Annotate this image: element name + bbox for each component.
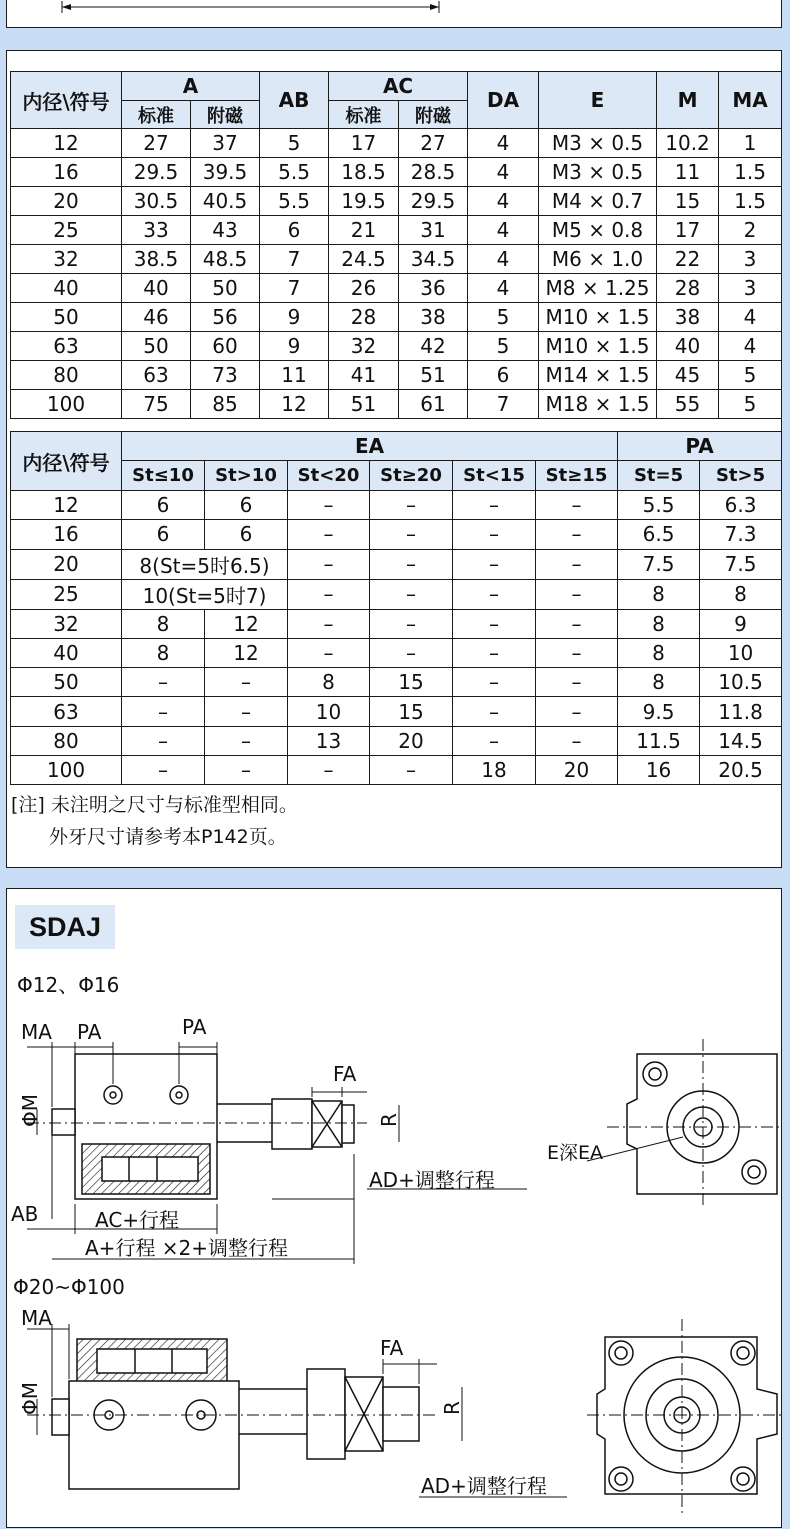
table-cell: 4 (468, 245, 539, 274)
table-cell: 15 (370, 697, 453, 726)
table-cell: 15 (657, 187, 719, 216)
table-cell: – (536, 491, 618, 520)
table-cell: 18 (453, 756, 536, 785)
header-DA: DA (468, 72, 539, 129)
label-FA: FA (333, 1062, 357, 1086)
table-row (11, 520, 782, 549)
table-cell: 6 (205, 520, 288, 549)
label-A-stroke: A+行程 ×2+调整行程 (85, 1236, 289, 1260)
table-cell: 56 (191, 303, 260, 332)
table-cell: – (205, 726, 288, 755)
bore-cell: 25 (11, 216, 122, 245)
bore-cell: 40 (11, 274, 122, 303)
table-cell: 4 (468, 187, 539, 216)
table-cell: 19.5 (329, 187, 399, 216)
table-cell: M3 × 0.5 (539, 158, 657, 187)
table-cell: – (453, 638, 536, 667)
table-cell: – (288, 609, 370, 638)
note-line-2: 外牙尺寸请参考本P142页。 (49, 826, 287, 848)
table-cell: 6 (260, 216, 329, 245)
table-cell: M14 × 1.5 (539, 361, 657, 390)
table-cell: 10 (700, 638, 782, 667)
bore-cell: 100 (11, 756, 122, 785)
table-cell: – (453, 520, 536, 549)
bore-cell: 63 (11, 332, 122, 361)
table-cell: 30.5 (122, 187, 191, 216)
label-AD-stroke-2: AD+调整行程 (421, 1474, 547, 1498)
table-cell: – (288, 549, 370, 579)
table-cell: 7.3 (700, 520, 782, 549)
dimension-tables-panel (6, 50, 782, 868)
table-cell: 7.5 (700, 549, 782, 579)
label-AD-stroke: AD+调整行程 (369, 1168, 495, 1192)
header-A-magnet: 附磁 (191, 101, 260, 129)
table-cell: 5.5 (260, 187, 329, 216)
table-row (11, 668, 782, 697)
table-cell: – (370, 609, 453, 638)
end-view-large (587, 1319, 783, 1514)
table-cell: – (370, 491, 453, 520)
table-cell: 8 (618, 668, 700, 697)
table-cell: 5.5 (260, 158, 329, 187)
table-cell: 27 (399, 129, 468, 158)
table-cell: 3 (719, 245, 782, 274)
table-row (11, 697, 782, 726)
table-cell: 8 (618, 579, 700, 609)
header-sub-5: St≥15 (536, 461, 618, 491)
table-cell: 32 (329, 332, 399, 361)
header-M: M (657, 72, 719, 129)
table-cell: 40 (122, 274, 191, 303)
table-cell: 28 (657, 274, 719, 303)
end-view-small (587, 1039, 783, 1209)
table2-body (11, 491, 782, 785)
table-cell: – (536, 549, 618, 579)
table-cell: – (536, 697, 618, 726)
table-cell: 10(St=5时7) (122, 579, 288, 609)
table-cell: 5 (468, 303, 539, 332)
table-cell: 4 (468, 216, 539, 245)
table-cell: – (536, 609, 618, 638)
label-PA-1: PA (77, 1020, 102, 1044)
bore-cell: 100 (11, 390, 122, 419)
table-row (11, 579, 782, 609)
table-cell: – (453, 668, 536, 697)
label-AC-stroke: AC+行程 (95, 1208, 180, 1232)
table-cell: 8 (122, 609, 205, 638)
top-dimension-line (7, 0, 783, 29)
table-cell: 55 (657, 390, 719, 419)
label-AB: AB (11, 1202, 39, 1226)
label-PhiM: ΦM (18, 1094, 42, 1127)
table-cell: 7 (260, 274, 329, 303)
table-cell: 41 (329, 361, 399, 390)
bore-cell: 12 (11, 129, 122, 158)
table-row (11, 549, 782, 579)
table-cell: – (453, 609, 536, 638)
table-row (11, 726, 782, 755)
label-E-depth: E深EA (547, 1142, 604, 1164)
table-cell: – (370, 549, 453, 579)
table-cell: 6 (205, 491, 288, 520)
header-sub-4: St<15 (453, 461, 536, 491)
table-cell: 42 (399, 332, 468, 361)
table-cell: 45 (657, 361, 719, 390)
label-FA-2: FA (380, 1336, 404, 1360)
table-cell: 12 (205, 638, 288, 667)
table-cell: 50 (122, 332, 191, 361)
table-cell: 5 (719, 361, 782, 390)
top-drawing-panel (6, 0, 782, 28)
table-cell: 20 (370, 726, 453, 755)
label-R: R (377, 1113, 401, 1127)
dimension-table-1 (10, 71, 782, 419)
table-row (11, 361, 782, 390)
table-cell: 36 (399, 274, 468, 303)
table-cell: 27 (122, 129, 191, 158)
table-cell: 31 (399, 216, 468, 245)
table-cell: 5 (468, 332, 539, 361)
table-cell: – (370, 756, 453, 785)
label-MA: MA (21, 1020, 52, 1044)
bore-cell: 16 (11, 520, 122, 549)
table1-body (11, 129, 782, 419)
table-cell: – (370, 520, 453, 549)
header-PA: PA (618, 432, 782, 461)
table-cell: – (536, 579, 618, 609)
header-sub-1: St>10 (205, 461, 288, 491)
note-line-1: [注] 未注明之尺寸与标准型相同。 (11, 794, 298, 816)
table-cell: 1.5 (719, 158, 782, 187)
table-cell: – (370, 638, 453, 667)
table-cell: – (453, 491, 536, 520)
table-cell: M4 × 0.7 (539, 187, 657, 216)
table-cell: 7 (260, 245, 329, 274)
table-cell: – (453, 726, 536, 755)
table-cell: – (453, 549, 536, 579)
table-cell: 16 (618, 756, 700, 785)
table-cell: 51 (399, 361, 468, 390)
table-cell: 18.5 (329, 158, 399, 187)
table-cell: 37 (191, 129, 260, 158)
side-view-small (27, 1054, 367, 1199)
table-cell: 7 (468, 390, 539, 419)
table-cell: 48.5 (191, 245, 260, 274)
table-cell: – (288, 579, 370, 609)
header-sub-2: St<20 (288, 461, 370, 491)
table-cell: 22 (657, 245, 719, 274)
table-cell: M10 × 1.5 (539, 332, 657, 361)
table-cell: 4 (719, 332, 782, 361)
table-cell: – (205, 756, 288, 785)
side-view-large (27, 1339, 437, 1489)
table-cell: 33 (122, 216, 191, 245)
table-cell: 29.5 (399, 187, 468, 216)
table-cell: – (288, 520, 370, 549)
table-cell: 24.5 (329, 245, 399, 274)
table-cell: 73 (191, 361, 260, 390)
table-cell: 4 (468, 129, 539, 158)
table-cell: 2 (719, 216, 782, 245)
table-cell: 28.5 (399, 158, 468, 187)
dimension-table-2 (10, 431, 782, 785)
notes (11, 789, 298, 853)
header-EA: EA (122, 432, 618, 461)
table-row (11, 274, 782, 303)
table-cell: 28 (329, 303, 399, 332)
table-cell: 8 (700, 579, 782, 609)
table-cell: 3 (719, 274, 782, 303)
table-cell: 60 (191, 332, 260, 361)
header-AC: AC (329, 72, 468, 101)
table-cell: 10.2 (657, 129, 719, 158)
bore-cell: 63 (11, 697, 122, 726)
header-sub-7: St>5 (700, 461, 782, 491)
table-cell: – (536, 520, 618, 549)
table-row (11, 638, 782, 667)
table-cell: 75 (122, 390, 191, 419)
header-sub-6: St=5 (618, 461, 700, 491)
table-cell: 26 (329, 274, 399, 303)
table-cell: 21 (329, 216, 399, 245)
table-row (11, 390, 782, 419)
table-cell: 38 (399, 303, 468, 332)
table-cell: 4 (468, 158, 539, 187)
table-row (11, 303, 782, 332)
table-cell: 4 (468, 274, 539, 303)
table-cell: 6.3 (700, 491, 782, 520)
table-cell: 5 (260, 129, 329, 158)
table-cell: 15 (370, 668, 453, 697)
sdaj-technical-drawing (7, 889, 783, 1529)
table-cell: M10 × 1.5 (539, 303, 657, 332)
table-cell: 8 (122, 638, 205, 667)
table-cell: 8 (288, 668, 370, 697)
table-cell: 6 (122, 520, 205, 549)
header-AC-magnet: 附磁 (399, 101, 468, 129)
table-row (11, 491, 782, 520)
table-cell: 6.5 (618, 520, 700, 549)
table-cell: 6 (468, 361, 539, 390)
table-cell: 34.5 (399, 245, 468, 274)
header-sub-0: St≤10 (122, 461, 205, 491)
table-cell: 51 (329, 390, 399, 419)
bore-cell: 16 (11, 158, 122, 187)
table-cell: 9 (700, 609, 782, 638)
table-cell: 1.5 (719, 187, 782, 216)
table-row (11, 245, 782, 274)
table-cell: 17 (657, 216, 719, 245)
table-cell: – (205, 668, 288, 697)
table-cell: 38.5 (122, 245, 191, 274)
bore-cell: 20 (11, 187, 122, 216)
table-cell: 12 (205, 609, 288, 638)
table-cell: 9 (260, 303, 329, 332)
table-cell: M5 × 0.8 (539, 216, 657, 245)
table-cell: 61 (399, 390, 468, 419)
bore-cell: 20 (11, 549, 122, 579)
variant-label-small: Φ12、Φ16 (17, 973, 120, 997)
header-AB: AB (260, 72, 329, 129)
table-row (11, 756, 782, 785)
table-cell: – (122, 697, 205, 726)
table-row (11, 129, 782, 158)
table-cell: 85 (191, 390, 260, 419)
table-cell: 5 (719, 390, 782, 419)
table-cell: – (122, 756, 205, 785)
table-cell: – (205, 697, 288, 726)
sdaj-drawing-panel (6, 888, 782, 1528)
table-row (11, 609, 782, 638)
table-cell: 12 (260, 390, 329, 419)
table-cell: 50 (191, 274, 260, 303)
table-cell: 8(St=5时6.5) (122, 549, 288, 579)
header-E: E (539, 72, 657, 129)
table-cell: 7.5 (618, 549, 700, 579)
table-cell: – (288, 491, 370, 520)
table-cell: 11 (657, 158, 719, 187)
table-row (11, 332, 782, 361)
table-cell: M3 × 0.5 (539, 129, 657, 158)
table-cell: 1 (719, 129, 782, 158)
table-cell: 6 (122, 491, 205, 520)
table-cell: 46 (122, 303, 191, 332)
table-cell: – (536, 726, 618, 755)
table-cell: 13 (288, 726, 370, 755)
header-bore-2: 内径\符号 (11, 432, 122, 491)
table-row (11, 158, 782, 187)
table-cell: – (122, 668, 205, 697)
table-cell: 8 (618, 638, 700, 667)
table-cell: 9.5 (618, 697, 700, 726)
table-cell: 40.5 (191, 187, 260, 216)
table-cell: 11 (260, 361, 329, 390)
table-cell: 10 (288, 697, 370, 726)
bore-cell: 12 (11, 491, 122, 520)
bore-cell: 25 (11, 579, 122, 609)
table-cell: 38 (657, 303, 719, 332)
table-cell: – (288, 756, 370, 785)
header-sub-3: St≥20 (370, 461, 453, 491)
section-title: SDAJ (15, 905, 115, 949)
bore-cell: 80 (11, 361, 122, 390)
table-cell: 8 (618, 609, 700, 638)
table-cell: – (453, 579, 536, 609)
label-R-2: R (440, 1401, 464, 1415)
table-row (11, 216, 782, 245)
table-cell: – (288, 638, 370, 667)
table-cell: 11.8 (700, 697, 782, 726)
bore-cell: 50 (11, 303, 122, 332)
bore-cell: 40 (11, 638, 122, 667)
table-cell: 39.5 (191, 158, 260, 187)
table-cell: 11.5 (618, 726, 700, 755)
label-PA-2: PA (182, 1015, 207, 1039)
table-cell: 9 (260, 332, 329, 361)
header-A: A (122, 72, 260, 101)
table-cell: – (536, 638, 618, 667)
table-cell: 4 (719, 303, 782, 332)
bore-cell: 80 (11, 726, 122, 755)
label-MA-2: MA (21, 1306, 52, 1330)
label-PhiM-2: ΦM (18, 1382, 42, 1415)
variant-label-large: Φ20~Φ100 (13, 1275, 125, 1299)
header-MA: MA (719, 72, 782, 129)
bore-cell: 32 (11, 609, 122, 638)
bore-cell: 32 (11, 245, 122, 274)
bore-cell: 50 (11, 668, 122, 697)
table-cell: 40 (657, 332, 719, 361)
table-cell: 17 (329, 129, 399, 158)
table-cell: M8 × 1.25 (539, 274, 657, 303)
table-cell: – (370, 579, 453, 609)
table-cell: M18 × 1.5 (539, 390, 657, 419)
table-row (11, 187, 782, 216)
table-cell: 14.5 (700, 726, 782, 755)
header-bore: 内径\符号 (11, 72, 122, 129)
table-cell: – (122, 726, 205, 755)
table-cell: 5.5 (618, 491, 700, 520)
table-cell: 63 (122, 361, 191, 390)
table-cell: 43 (191, 216, 260, 245)
table-cell: – (536, 668, 618, 697)
table-cell: 20.5 (700, 756, 782, 785)
header-A-standard: 标准 (122, 101, 191, 129)
table-cell: M6 × 1.0 (539, 245, 657, 274)
header-AC-standard: 标准 (329, 101, 399, 129)
table-cell: 29.5 (122, 158, 191, 187)
table-cell: – (453, 697, 536, 726)
table-cell: 10.5 (700, 668, 782, 697)
table-cell: 20 (536, 756, 618, 785)
